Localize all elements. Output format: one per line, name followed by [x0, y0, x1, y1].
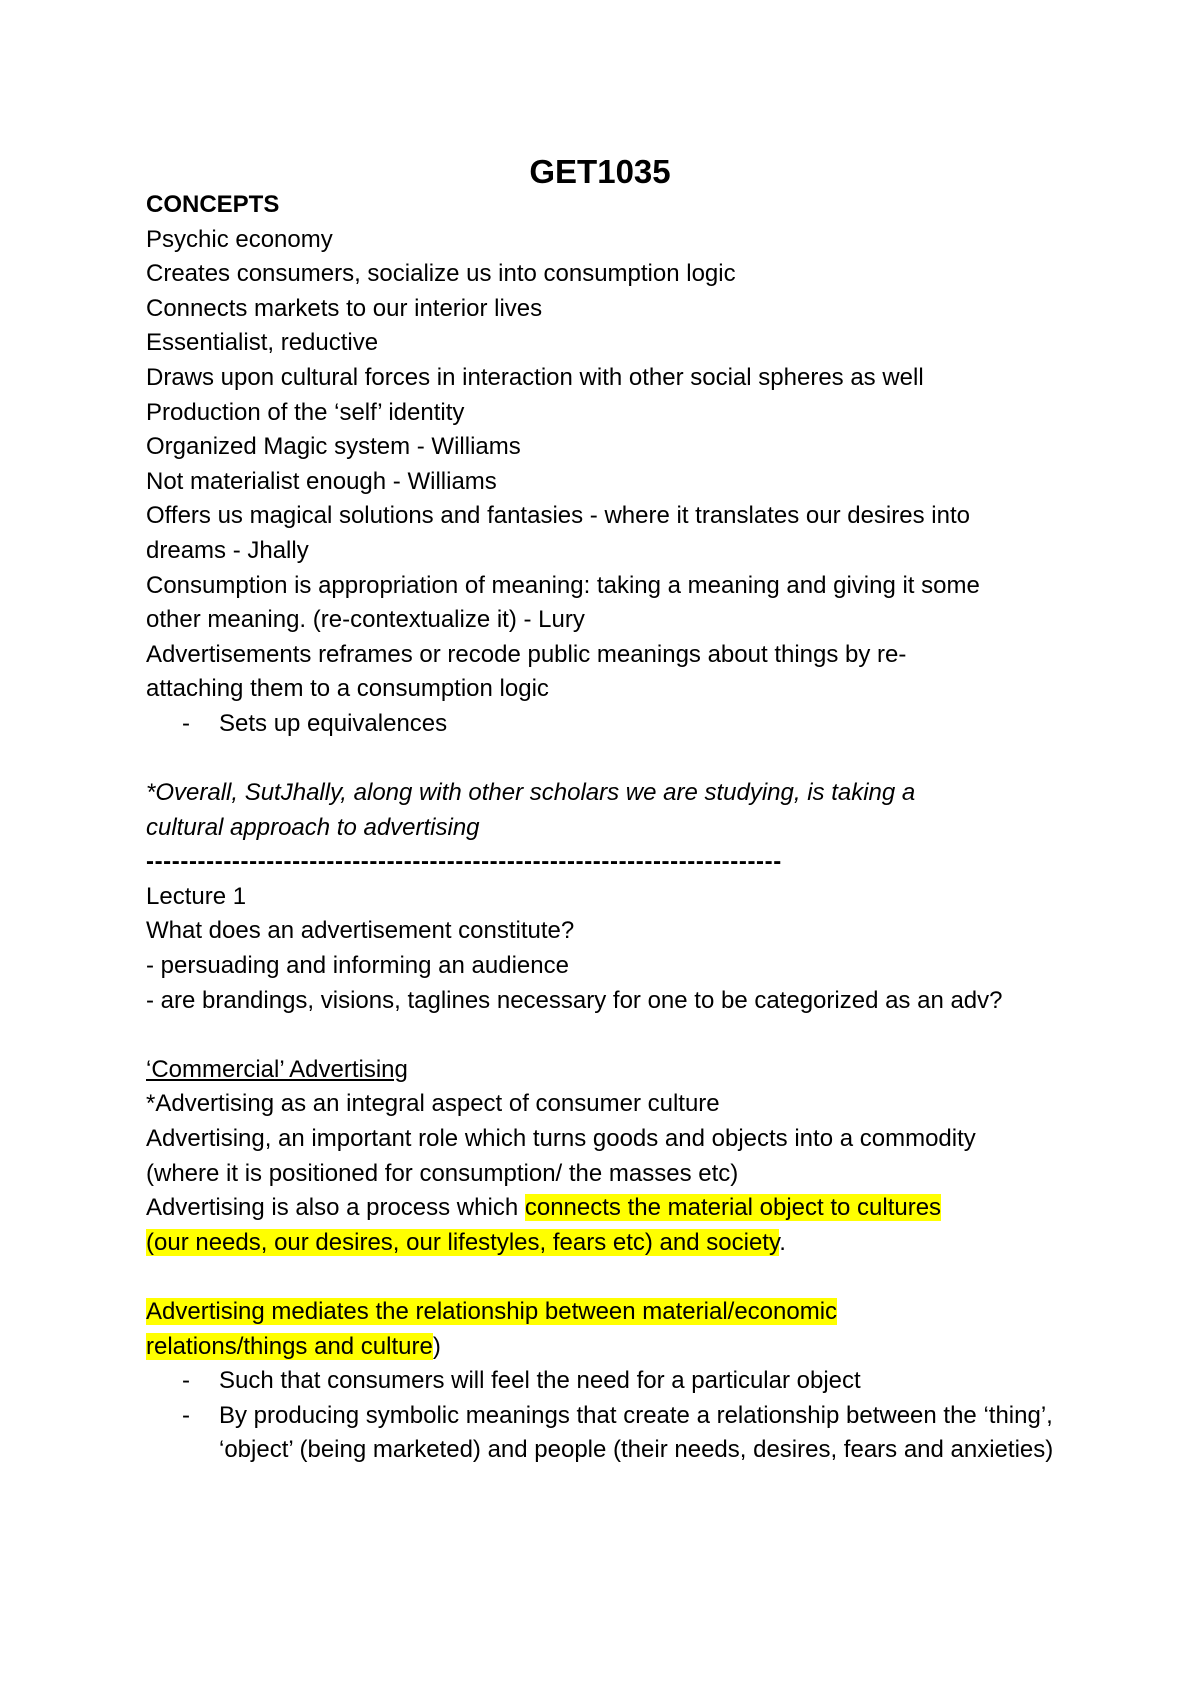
- blank-line: [146, 1018, 1076, 1053]
- highlighted-text: Advertising mediates the relationship between material/economic: [146, 1298, 838, 1325]
- concepts-heading: CONCEPTS: [146, 191, 280, 218]
- bullet-dash: -: [182, 709, 190, 737]
- section-separator: --------------------------------------------------------------------------: [146, 848, 782, 876]
- mediates-line: [146, 1295, 1076, 1330]
- process-line: [146, 1191, 1076, 1226]
- commercial-line: Advertising, an important role which turns goods and objects into a commodity: [146, 1125, 976, 1153]
- concept-line: Advertisements reframes or recode public meanings about things by re-: [146, 640, 907, 668]
- bullet-text: Sets up equivalences: [219, 709, 448, 737]
- process-suffix: .: [779, 1228, 786, 1256]
- commercial-heading: ‘Commercial’ Advertising: [146, 1055, 408, 1083]
- concept-line: Psychic economy: [146, 225, 333, 253]
- lecture-point: - persuading and informing an audience: [146, 952, 569, 980]
- bullet-text: Such that consumers will feel the need for a particular object: [219, 1367, 861, 1395]
- process-prefix: Advertising is also a process which: [146, 1194, 525, 1222]
- concept-line: Organized Magic system - Williams: [146, 433, 521, 461]
- concept-line: attaching them to a consumption logic: [146, 675, 549, 703]
- overall-note-line: *Overall, SutJhally, along with other scholars we are studying, is taking a: [146, 779, 916, 807]
- concept-line: Not materialist enough - Williams: [146, 467, 497, 495]
- overall-note-line: cultural approach to advertising: [146, 813, 480, 841]
- blank-line: [146, 742, 1076, 777]
- mediates-line: [146, 1330, 1076, 1365]
- highlighted-text: (our needs, our desires, our lifestyles, fears etc) and society: [146, 1228, 780, 1256]
- commercial-line: *Advertising as an integral aspect of consumer culture: [146, 1090, 720, 1118]
- concept-line: Creates consumers, socialize us into consumption logic: [146, 260, 736, 288]
- lecture-title: Lecture 1: [146, 882, 247, 910]
- mediates-suffix: ): [432, 1332, 441, 1360]
- document-body: [146, 188, 1076, 1468]
- highlighted-text: connects the material object to cultures: [524, 1194, 942, 1222]
- lecture-point: - are brandings, visions, taglines necessary for one to be categorized as an adv?: [146, 986, 1003, 1014]
- document-title: GET1035: [529, 153, 671, 190]
- commercial-line: (where it is positioned for consumption/ the masses etc): [146, 1159, 739, 1187]
- concept-line: dreams - Jhally: [146, 536, 309, 564]
- sub-bullet: [146, 1364, 1076, 1399]
- bullet-text: By producing symbolic meanings that create a relationship between the ‘thing’, ‘object’ (being marketed) and people (their needs, desires, fears and anxieties): [219, 1401, 1054, 1464]
- blank-line: [146, 1260, 1076, 1295]
- concept-bullet: [146, 707, 1076, 742]
- concept-line: Essentialist, reductive: [146, 329, 379, 357]
- highlighted-text: relations/things and culture: [146, 1332, 433, 1360]
- process-line: [146, 1226, 1076, 1261]
- concept-line: Offers us magical solutions and fantasies - where it translates our desires into: [146, 502, 970, 530]
- concept-line: Production of the ‘self’ identity: [146, 398, 465, 426]
- concept-line: Connects markets to our interior lives: [146, 294, 543, 322]
- concept-line: Consumption is appropriation of meaning: taking a meaning and giving it some: [146, 571, 980, 599]
- lecture-question: What does an advertisement constitute?: [146, 917, 575, 945]
- bullet-dash: -: [182, 1401, 190, 1429]
- concept-line: other meaning. (re-contextualize it) - Lury: [146, 606, 585, 634]
- concept-line: Draws upon cultural forces in interaction with other social spheres as well: [146, 363, 924, 391]
- sub-bullet: [146, 1399, 1076, 1468]
- bullet-dash: -: [182, 1367, 190, 1395]
